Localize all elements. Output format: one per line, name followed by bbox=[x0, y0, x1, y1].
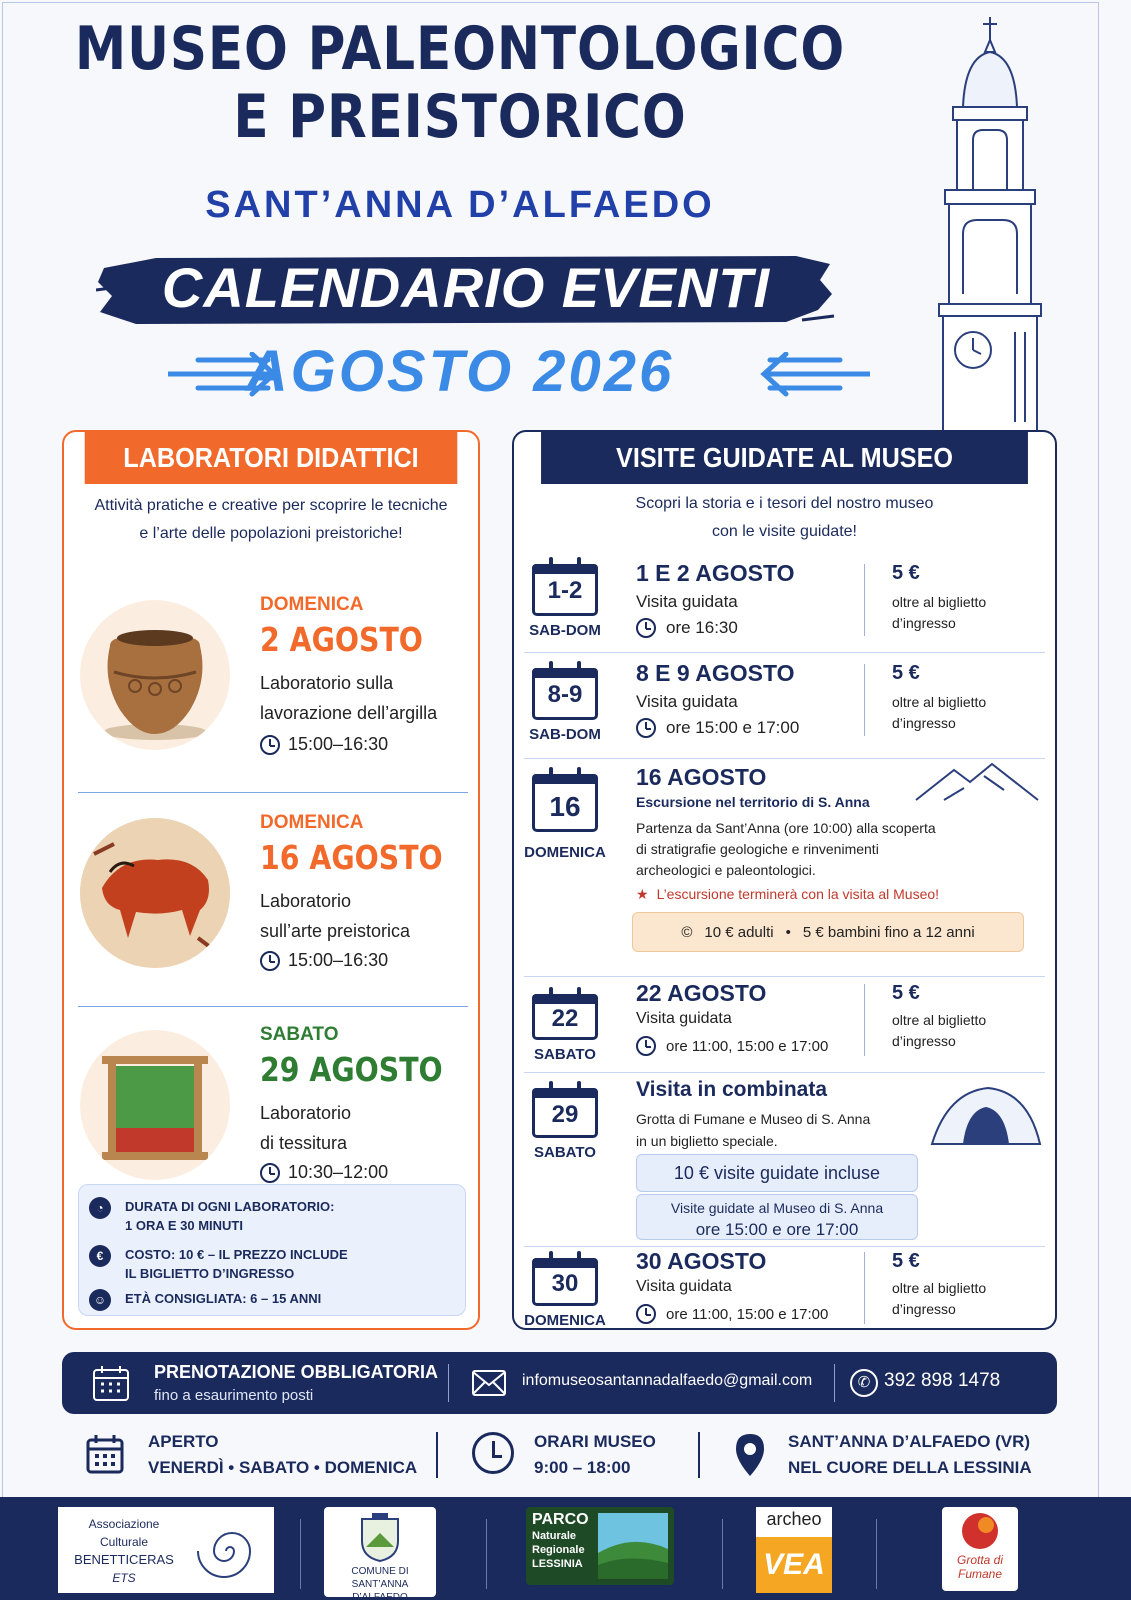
logo-text: SANT’ANNA D’ALFAEDO bbox=[351, 1579, 409, 1600]
excursion-body-line: archeologici e paleontologici. bbox=[636, 862, 816, 878]
clock-icon bbox=[260, 951, 280, 971]
open-label: APERTO bbox=[148, 1432, 219, 1451]
logo-text: Regionale bbox=[532, 1544, 585, 1556]
excursion-price-chip bbox=[632, 912, 1024, 952]
visits-panel bbox=[512, 430, 1057, 1330]
visit-weekday: SAB-DOM bbox=[529, 726, 601, 743]
booking-email[interactable]: infomuseosantannadalfaedo@gmail.com bbox=[522, 1372, 813, 1389]
calendar-day: 1-2 bbox=[547, 577, 583, 604]
visit-time-value: ore 11:00, 15:00 e 17:00 bbox=[666, 1305, 829, 1323]
lab-time-value: 10:30–12:00 bbox=[288, 1162, 389, 1182]
visit-date: 22 AGOSTO bbox=[636, 980, 767, 1006]
calendar-day: 8-9 bbox=[547, 681, 583, 708]
cave-painting-icon bbox=[80, 818, 230, 968]
divider bbox=[78, 1006, 468, 1007]
duration-row bbox=[89, 1197, 334, 1235]
clock-icon bbox=[636, 718, 656, 738]
booking-bar bbox=[62, 1352, 1057, 1414]
hours-value: 9:00 – 18:00 bbox=[534, 1458, 631, 1477]
bell-tower-illustration bbox=[915, 12, 1065, 432]
excursion-subtitle: Escursione nel territorio di S. Anna bbox=[636, 794, 870, 810]
calendar-icon bbox=[86, 1434, 124, 1474]
divider bbox=[864, 564, 865, 636]
logo-text: VEA bbox=[756, 1537, 832, 1593]
divider bbox=[78, 792, 468, 793]
lab-time bbox=[260, 734, 388, 755]
comune-logo bbox=[324, 1507, 436, 1600]
lab-desc-line: sull’arte preistorica bbox=[260, 921, 411, 941]
visits-intro bbox=[514, 490, 1055, 546]
divider bbox=[876, 1519, 877, 1589]
labs-intro: Attività pratiche e creative per scoprire le tecniche e l’arte delle popolazioni preistoriche! bbox=[94, 497, 448, 542]
lab-desc-line: Laboratorio sulla bbox=[260, 673, 394, 693]
duration-text: 1 ORA E 30 MINUTI bbox=[125, 1218, 243, 1233]
visit-label: Visita guidata bbox=[636, 692, 738, 711]
lab-time bbox=[260, 1162, 388, 1183]
logo-text: Associazione bbox=[88, 1517, 160, 1531]
price-note-line: oltre al biglietto bbox=[892, 694, 987, 710]
visit-time-value: ore 16:30 bbox=[666, 618, 738, 637]
price-note-line: oltre al biglietto bbox=[892, 1012, 987, 1028]
lab-desc-line: lavorazione dell’argilla bbox=[260, 703, 438, 723]
calendar-icon bbox=[92, 1364, 130, 1402]
map-pin-icon bbox=[734, 1432, 766, 1478]
visit-date: 30 AGOSTO bbox=[636, 1248, 767, 1274]
lab-item bbox=[64, 800, 478, 1005]
visit-time-value: ore 15:00 e 17:00 bbox=[666, 718, 800, 737]
labs-panel bbox=[62, 430, 480, 1330]
visit-row bbox=[514, 654, 1055, 752]
coat-of-arms-icon bbox=[358, 1511, 402, 1563]
price-note-line: oltre al biglietto bbox=[892, 1280, 987, 1296]
copyright-icon: © bbox=[681, 923, 693, 941]
logo-text: archeo bbox=[766, 1509, 822, 1529]
cost-text: COSTO: 10 € – IL PREZZO INCLUDE bbox=[125, 1247, 348, 1262]
combo-subtitle-line: in un biglietto speciale. bbox=[636, 1133, 778, 1149]
visit-weekday: DOMENICA bbox=[524, 1312, 606, 1329]
grotta-fumane-logo bbox=[942, 1507, 1018, 1591]
month-title: AGOSTO 2026 bbox=[245, 339, 675, 404]
hours-label: ORARI MUSEO bbox=[534, 1432, 656, 1451]
banner-title: CALENDARIO EVENTI bbox=[161, 256, 771, 319]
grotta-text bbox=[942, 1553, 1018, 1581]
combo-times-line: ore 15:00 e ore 17:00 bbox=[695, 1220, 859, 1239]
combo-times-line: Visite guidate al Museo di S. Anna bbox=[670, 1200, 884, 1216]
clock-icon bbox=[472, 1432, 514, 1474]
logo-text: Culturale bbox=[99, 1535, 149, 1549]
logo-text: COMUNE DI bbox=[351, 1566, 409, 1577]
visit-weekday: SABATO bbox=[534, 1046, 596, 1063]
divider bbox=[864, 1252, 865, 1324]
divider bbox=[524, 976, 1045, 977]
footer bbox=[0, 1497, 1131, 1600]
combo-title: Visita in combinata bbox=[636, 1078, 827, 1101]
euro-icon: € bbox=[89, 1245, 111, 1267]
lab-time bbox=[260, 950, 388, 971]
clock-icon bbox=[636, 618, 656, 638]
calendar-icon bbox=[532, 1258, 598, 1306]
visits-intro-line: con le visite guidate! bbox=[712, 523, 857, 540]
lab-time-value: 15:00–16:30 bbox=[288, 950, 389, 970]
price-note bbox=[892, 692, 986, 734]
visit-time bbox=[636, 718, 799, 738]
price-child: 5 € bambini fino a 12 anni bbox=[802, 923, 975, 941]
lab-date: 2 AGOSTO bbox=[260, 620, 423, 659]
place-line-1: SANT’ANNA D’ALFAEDO (VR) bbox=[788, 1432, 1031, 1451]
divider bbox=[524, 652, 1045, 653]
calendar-icon bbox=[532, 668, 598, 720]
mountains-icon bbox=[914, 760, 1040, 804]
price-note bbox=[892, 592, 986, 634]
calendar-day: 30 bbox=[551, 1270, 579, 1297]
benetticeras-text bbox=[64, 1515, 184, 1587]
lab-day: DOMENICA bbox=[260, 812, 364, 833]
visits-intro-line: Scopri la storia e i tesori del nostro museo bbox=[635, 495, 934, 512]
price-note-line: d’ingresso bbox=[892, 1301, 956, 1317]
right-arrows-icon bbox=[760, 352, 870, 398]
excursion-note bbox=[636, 886, 939, 903]
lab-info-box bbox=[78, 1184, 466, 1316]
cost-row bbox=[89, 1245, 348, 1283]
calendar-icon bbox=[532, 774, 598, 832]
excursion-row bbox=[514, 760, 1055, 970]
lab-day: DOMENICA bbox=[260, 594, 364, 615]
combo-subtitle bbox=[636, 1108, 870, 1152]
clock-icon bbox=[260, 735, 280, 755]
visit-weekday: DOMENICA bbox=[524, 844, 606, 861]
lab-desc-line: Laboratorio bbox=[260, 1103, 352, 1123]
visit-price: 5 € bbox=[892, 982, 920, 1004]
lab-desc bbox=[260, 668, 437, 728]
visit-row bbox=[514, 1248, 1055, 1328]
visit-price: 5 € bbox=[892, 662, 920, 684]
divider bbox=[864, 984, 865, 1056]
title-line-1: MUSEO PALEONTOLOGICO bbox=[74, 14, 846, 84]
clock-icon bbox=[636, 1304, 656, 1324]
divider bbox=[864, 664, 865, 736]
cave-icon bbox=[928, 1082, 1044, 1150]
booking-phone[interactable]: 392 898 1478 bbox=[884, 1370, 1001, 1391]
calendar-icon bbox=[532, 564, 598, 616]
divider bbox=[448, 1364, 449, 1402]
cost-text: IL BIGLIETTO D’INGRESSO bbox=[125, 1266, 295, 1281]
lab-desc-line: di tessitura bbox=[260, 1133, 348, 1153]
combo-subtitle-line: Grotta di Fumane e Museo di S. Anna bbox=[636, 1111, 871, 1127]
bullet: • bbox=[785, 923, 791, 941]
price-note-line: d’ingresso bbox=[892, 1033, 956, 1049]
divider bbox=[698, 1432, 700, 1478]
visit-weekday: SABATO bbox=[534, 1144, 596, 1161]
visit-row bbox=[514, 550, 1055, 648]
logo-text: Naturale bbox=[532, 1530, 577, 1542]
parco-logo bbox=[526, 1507, 674, 1585]
landscape-icon bbox=[598, 1513, 668, 1579]
excursion-date: 16 AGOSTO bbox=[636, 764, 767, 790]
clay-pot-icon bbox=[80, 600, 230, 750]
calendar-icon bbox=[532, 994, 598, 1040]
visit-weekday: SAB-DOM bbox=[529, 622, 601, 639]
parco-text bbox=[532, 1511, 594, 1571]
visit-price: 5 € bbox=[892, 1250, 920, 1272]
visit-label: Visita guidata bbox=[636, 592, 738, 611]
price-note-line: oltre al biglietto bbox=[892, 594, 987, 610]
divider bbox=[524, 1072, 1045, 1073]
price-note bbox=[892, 1278, 986, 1320]
visit-date: 8 E 9 AGOSTO bbox=[636, 660, 795, 686]
comune-text bbox=[324, 1565, 436, 1600]
divider bbox=[486, 1519, 487, 1589]
booking-title: PRENOTAZIONE OBBLIGATORIA bbox=[154, 1362, 439, 1382]
clock-icon bbox=[636, 1036, 656, 1056]
lab-desc bbox=[260, 1098, 351, 1158]
visit-label: Visita guidata bbox=[636, 1278, 732, 1295]
visit-time bbox=[636, 1036, 828, 1056]
title-line-2: E PREISTORICO bbox=[233, 82, 687, 152]
logo-text: BENETTICERAS bbox=[74, 1552, 174, 1567]
excursion-note-text: L’escursione terminerà con la visita al Museo! bbox=[656, 886, 940, 902]
visit-label: Visita guidata bbox=[636, 1010, 732, 1027]
clock-icon bbox=[260, 1163, 280, 1183]
open-days: VENERDÌ • SABATO • DOMENICA bbox=[148, 1458, 418, 1477]
phone-icon[interactable]: ✆ bbox=[850, 1369, 878, 1397]
price-note bbox=[892, 1010, 986, 1052]
lab-day: SABATO bbox=[260, 1024, 339, 1045]
place-line-2: NEL CUORE DELLA LESSINIA bbox=[788, 1458, 1032, 1477]
ammonite-icon bbox=[194, 1515, 266, 1587]
combo-price-box: 10 € visite guidate incluse bbox=[636, 1154, 918, 1192]
excursion-body-line: di stratigrafie geologiche e rinvenimenti bbox=[636, 841, 879, 857]
price-note-line: d’ingresso bbox=[892, 715, 956, 731]
lab-desc bbox=[260, 886, 410, 946]
visit-time bbox=[636, 1304, 828, 1324]
divider bbox=[834, 1364, 835, 1402]
benetticeras-logo bbox=[58, 1507, 274, 1593]
combo-times-box bbox=[636, 1194, 918, 1240]
divider bbox=[524, 1246, 1045, 1247]
email-icon[interactable] bbox=[472, 1370, 506, 1396]
combo-row bbox=[514, 1074, 1055, 1244]
lab-time-value: 15:00–16:30 bbox=[288, 734, 389, 754]
calendar-icon bbox=[532, 1088, 598, 1138]
visit-time-value: ore 11:00, 15:00 e 17:00 bbox=[666, 1037, 829, 1055]
price-adult: 10 € adulti bbox=[704, 923, 774, 941]
calendar-day: 29 bbox=[551, 1101, 579, 1128]
calendar-day: 16 bbox=[549, 791, 581, 822]
price-note-line: d’ingresso bbox=[892, 615, 956, 631]
logo-text: LESSINIA bbox=[532, 1558, 583, 1570]
lab-date: 16 AGOSTO bbox=[260, 838, 443, 877]
star-icon: ★ bbox=[636, 886, 649, 902]
booking-subtitle: fino a esaurimento posti bbox=[154, 1387, 314, 1404]
logo-text: Fumane bbox=[957, 1567, 1003, 1581]
divider bbox=[436, 1432, 438, 1478]
visit-price: 5 € bbox=[892, 562, 920, 584]
divider bbox=[722, 1519, 723, 1589]
visit-time bbox=[636, 618, 738, 638]
loom-icon bbox=[80, 1030, 230, 1180]
age-text: ETÀ CONSIGLIATA: 6 – 15 ANNI bbox=[125, 1291, 322, 1306]
excursion-body bbox=[636, 818, 936, 881]
grotta-mark-icon bbox=[956, 1511, 1004, 1551]
archeo-vea-logo bbox=[756, 1507, 832, 1593]
lab-item bbox=[64, 582, 478, 787]
logo-text: ETS bbox=[112, 1571, 136, 1585]
location-subtitle: SANT’ANNA D’ALFAEDO bbox=[205, 184, 715, 226]
visit-date: 1 E 2 AGOSTO bbox=[636, 560, 795, 586]
lab-date: 29 AGOSTO bbox=[260, 1050, 443, 1089]
divider bbox=[300, 1519, 301, 1589]
visits-title: VISITE GUIDATE AL MUSEO bbox=[541, 432, 1028, 484]
age-row bbox=[89, 1289, 321, 1311]
lab-desc-line: Laboratorio bbox=[260, 891, 352, 911]
calendar-day: 22 bbox=[551, 1005, 579, 1032]
duration-text: DURATA DI OGNI LABORATORIO: bbox=[125, 1199, 335, 1214]
labs-title: LABORATORI DIDATTICI bbox=[85, 432, 458, 484]
logo-text: PARCO bbox=[532, 1511, 589, 1528]
duration-icon: ◔ bbox=[89, 1197, 111, 1219]
visit-row bbox=[514, 978, 1055, 1068]
excursion-body-line: Partenza da Sant’Anna (ore 10:00) alla scoperta bbox=[636, 820, 936, 836]
family-icon: ☺ bbox=[89, 1289, 111, 1311]
divider bbox=[524, 758, 1045, 759]
logo-text: Grotta di bbox=[956, 1553, 1004, 1567]
